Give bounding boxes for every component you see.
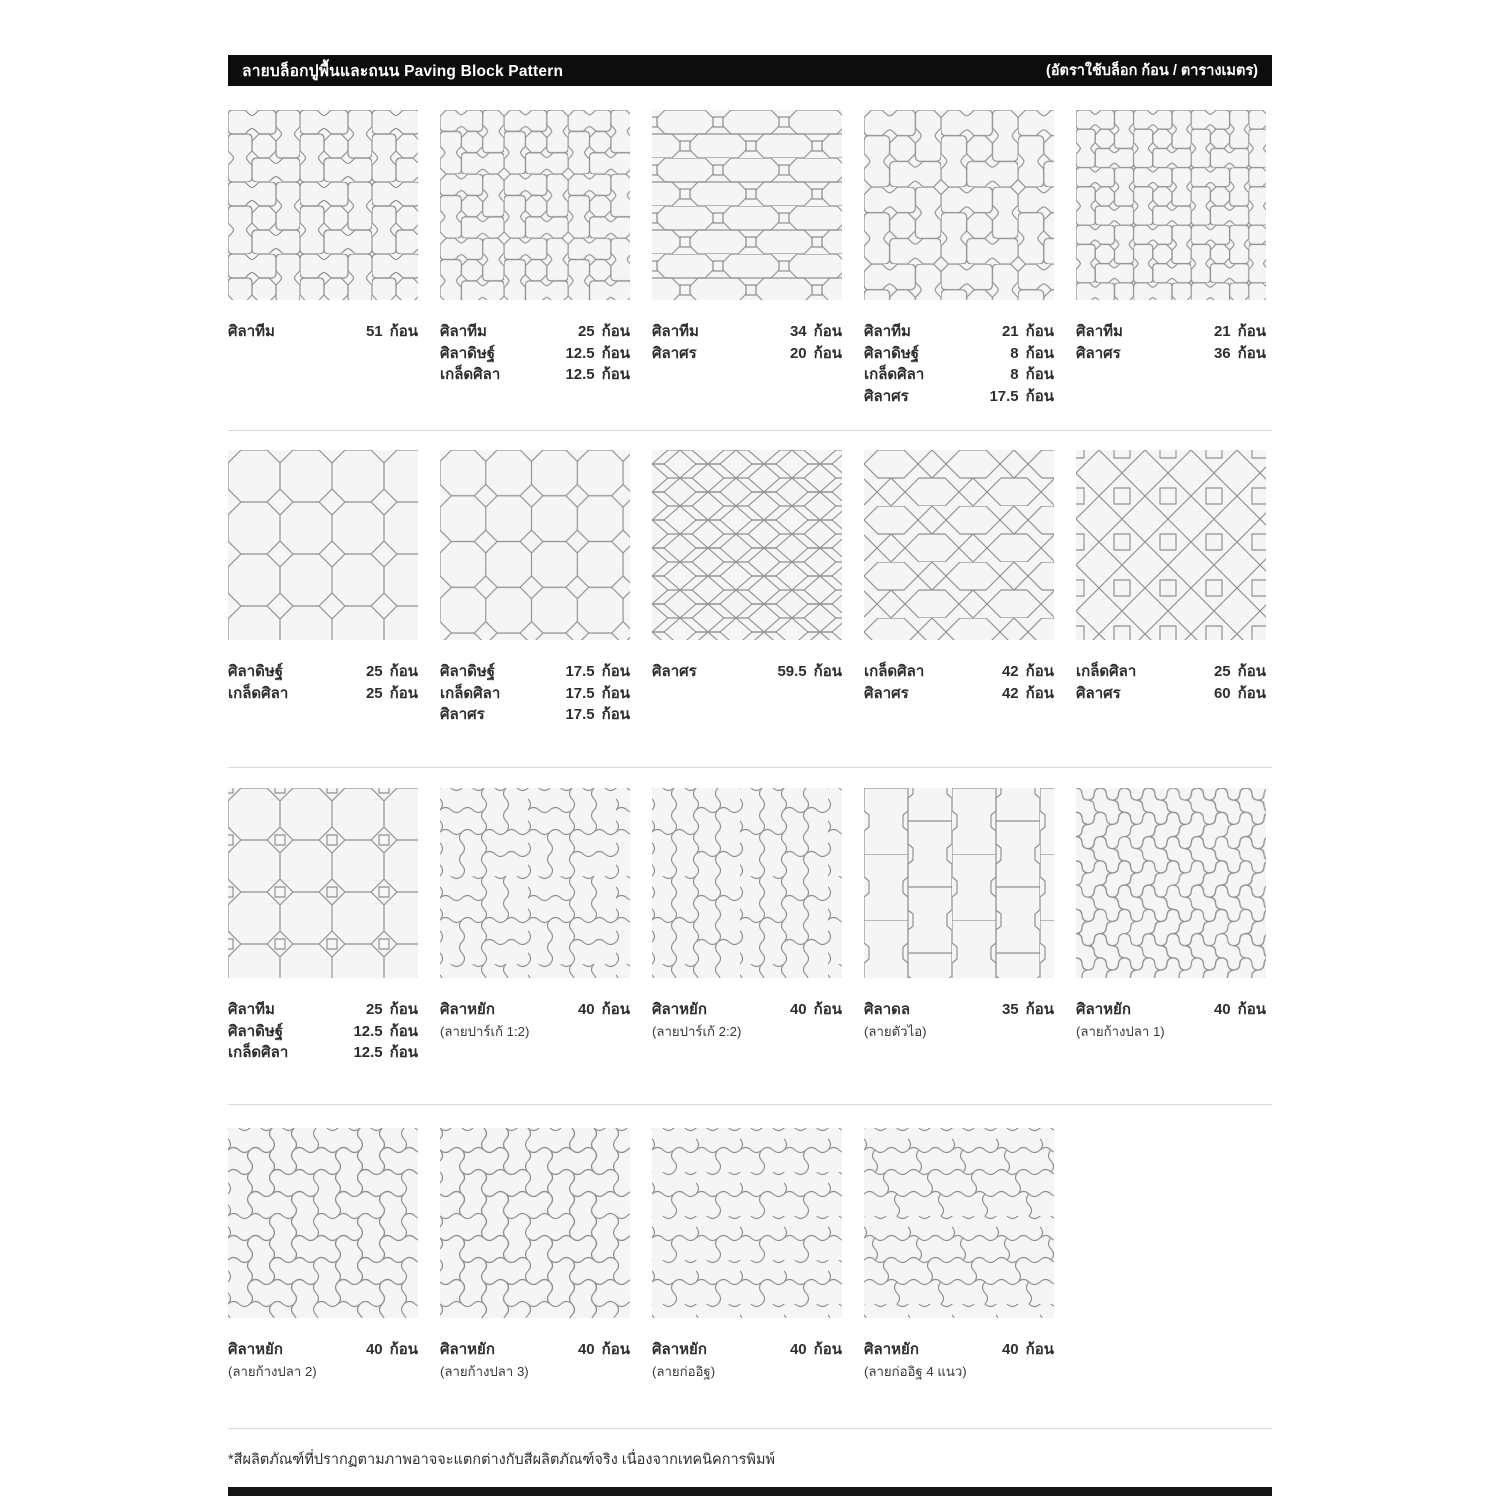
- block-name: ศิลาหยัก: [1076, 1001, 1131, 1018]
- quantity-unit: ก้อน: [389, 323, 418, 340]
- pattern-swatch: [652, 110, 842, 300]
- quantity-unit: ก้อน: [389, 1022, 418, 1040]
- quantity-unit: ก้อน: [1025, 323, 1054, 340]
- pattern-swatch: [440, 1128, 630, 1318]
- pattern-swatch: [652, 788, 842, 978]
- pattern-labels: [1076, 321, 1266, 364]
- quantity-value: 25: [365, 663, 383, 680]
- block-name: ศิลาศร: [440, 706, 485, 723]
- quantity-unit: ก้อน: [813, 344, 842, 362]
- block-name-group: [864, 999, 927, 1041]
- block-name-group: [864, 364, 924, 386]
- pattern-card: [652, 110, 842, 407]
- block-name-group: [652, 343, 697, 365]
- block-entry: [440, 364, 630, 386]
- block-name: ศิลาหยัก: [652, 1001, 707, 1018]
- block-name-group: [228, 321, 275, 343]
- block-quantity: [578, 999, 630, 1021]
- block-entry: [864, 683, 1054, 705]
- block-pattern-subname: (ลายก้างปลา 2): [228, 1363, 317, 1379]
- block-entry: [864, 661, 1054, 683]
- block-quantity: [366, 683, 418, 705]
- block-entry: [1076, 321, 1266, 343]
- block-quantity: [578, 321, 630, 343]
- pattern-card: [864, 788, 1054, 1064]
- quantity-unit: ก้อน: [813, 663, 842, 680]
- block-name-group: [440, 999, 529, 1041]
- quantity-unit: ก้อน: [1237, 323, 1266, 340]
- pattern-card: [864, 450, 1054, 726]
- pattern-swatch: [440, 110, 630, 300]
- bottom-bar: [228, 1487, 1272, 1496]
- quantity-value: 17.5: [565, 684, 595, 702]
- quantity-unit: ก้อน: [1025, 344, 1054, 362]
- block-entry: [228, 1021, 418, 1043]
- block-quantity: [565, 343, 630, 365]
- block-name: ศิลาหยัก: [440, 1341, 495, 1358]
- block-quantity: [366, 661, 418, 683]
- block-name-group: [440, 343, 495, 365]
- quantity-value: 17.5: [565, 706, 595, 723]
- block-quantity: [1002, 999, 1054, 1021]
- pattern-card: [228, 450, 418, 726]
- block-name: ศิลาศร: [864, 387, 909, 405]
- pattern-swatch: [440, 450, 630, 640]
- block-quantity: [1214, 321, 1266, 343]
- quantity-value: 40: [577, 1341, 595, 1358]
- quantity-unit: ก้อน: [1025, 387, 1054, 405]
- block-quantity: [565, 704, 630, 726]
- pattern-labels: [864, 1339, 1054, 1381]
- pattern-labels: [228, 321, 418, 343]
- pattern-swatch: [864, 788, 1054, 978]
- block-name: ศิลาดิษฐ์: [864, 344, 920, 362]
- pattern-labels: [1076, 999, 1266, 1041]
- block-name-group: [864, 683, 909, 705]
- pattern-labels: [228, 1339, 418, 1381]
- quantity-unit: ก้อน: [1237, 663, 1266, 680]
- quantity-unit: ก้อน: [813, 1001, 842, 1018]
- block-name: ศิลาทีม: [1076, 323, 1123, 340]
- row-divider: [228, 1104, 1272, 1105]
- block-name: ศิลาหยัก: [440, 1001, 495, 1018]
- block-quantity: [777, 661, 842, 683]
- pattern-labels: [1076, 661, 1266, 704]
- block-entry: [228, 321, 418, 343]
- quantity-value: 12.5: [353, 1022, 383, 1040]
- pattern-labels: [864, 661, 1054, 704]
- pattern-swatch: [228, 110, 418, 300]
- pattern-labels: [652, 321, 842, 364]
- pattern-labels: [864, 999, 1054, 1041]
- quantity-value: 20: [789, 344, 807, 362]
- block-entry: [652, 343, 842, 365]
- block-entry: [228, 999, 418, 1021]
- quantity-value: 51: [365, 323, 383, 340]
- block-entry: [864, 386, 1054, 408]
- block-entry: [440, 1339, 630, 1381]
- row-divider: [228, 430, 1272, 431]
- block-name: ศิลาศร: [864, 684, 909, 702]
- quantity-value: 25: [577, 323, 595, 340]
- block-name-group: [652, 1339, 715, 1381]
- block-name: ศิลาดล: [864, 1001, 911, 1018]
- block-name-group: [440, 661, 495, 683]
- pattern-labels: [440, 321, 630, 386]
- pattern-labels: [228, 661, 418, 704]
- block-entry: [864, 364, 1054, 386]
- block-entry: [228, 661, 418, 683]
- row-divider: [228, 1428, 1272, 1429]
- block-name: เกล็ดศิลา: [440, 366, 501, 383]
- quantity-value: 40: [365, 1341, 383, 1358]
- block-quantity: [366, 321, 418, 343]
- block-pattern-subname: (ลายก้างปลา 1): [1076, 1023, 1165, 1039]
- pattern-labels: [652, 999, 842, 1041]
- pattern-labels: [440, 999, 630, 1041]
- block-name-group: [652, 321, 699, 343]
- pattern-row: [228, 1128, 1272, 1381]
- block-name: เกล็ดศิลา: [864, 366, 925, 383]
- quantity-value: 12.5: [353, 1044, 383, 1061]
- pattern-row: [228, 788, 1272, 1064]
- pattern-card: [440, 450, 630, 726]
- block-entry: [1076, 343, 1266, 365]
- block-pattern-subname: (ลายก่ออิฐ 4 แนว): [864, 1363, 967, 1379]
- quantity-value: 40: [1001, 1341, 1019, 1358]
- block-quantity: [1010, 364, 1054, 386]
- block-name: ศิลาทีม: [228, 323, 275, 340]
- pattern-swatch: [652, 450, 842, 640]
- pattern-swatch: [1076, 110, 1266, 300]
- quantity-value: 21: [1213, 323, 1231, 340]
- block-entry: [652, 1339, 842, 1381]
- pattern-card: [864, 110, 1054, 407]
- block-name-group: [864, 661, 924, 683]
- block-entry: [228, 1042, 418, 1064]
- pattern-card: [652, 788, 842, 1064]
- block-entry: [864, 321, 1054, 343]
- block-name-group: [440, 683, 500, 705]
- quantity-value: 21: [1001, 323, 1019, 340]
- block-name-group: [440, 704, 485, 726]
- quantity-unit: ก้อน: [389, 684, 418, 702]
- pattern-swatch: [1076, 788, 1266, 978]
- quantity-unit: ก้อน: [1237, 344, 1266, 362]
- pattern-swatch: [228, 788, 418, 978]
- block-quantity: [790, 321, 842, 343]
- pattern-row: [228, 110, 1272, 407]
- block-name-group: [1076, 683, 1121, 705]
- pattern-card: [440, 788, 630, 1064]
- pattern-card: [1076, 110, 1266, 407]
- block-entry: [440, 999, 630, 1041]
- block-name: ศิลาดิษฐ์: [440, 663, 496, 680]
- block-entry: [440, 343, 630, 365]
- block-name: ศิลาดิษฐ์: [228, 1022, 284, 1040]
- quantity-value: 36: [1213, 344, 1231, 362]
- block-entry: [864, 1339, 1054, 1381]
- block-pattern-subname: (ลายปาร์เก้ 2:2): [652, 1023, 742, 1039]
- quantity-unit: ก้อน: [389, 1044, 418, 1061]
- quantity-value: 34: [789, 323, 807, 340]
- pattern-card: [652, 450, 842, 726]
- block-entry: [864, 999, 1054, 1041]
- block-pattern-subname: (ลายปาร์เก้ 1:2): [440, 1023, 530, 1039]
- quantity-value: 8: [1010, 366, 1019, 383]
- block-name-group: [228, 999, 275, 1021]
- block-entry: [228, 1339, 418, 1381]
- pattern-card: [440, 1128, 630, 1381]
- pattern-swatch: [864, 450, 1054, 640]
- quantity-value: 40: [1213, 1001, 1231, 1018]
- page-title: ลายบล็อกปูพื้นและถนน Paving Block Pattern: [242, 63, 564, 80]
- block-quantity: [790, 1339, 842, 1361]
- pattern-card: [228, 110, 418, 407]
- block-entry: [864, 343, 1054, 365]
- block-name-group: [864, 343, 919, 365]
- quantity-value: 25: [365, 1001, 383, 1018]
- block-name-group: [228, 1042, 288, 1064]
- quantity-value: 17.5: [989, 387, 1019, 405]
- block-quantity: [1214, 683, 1266, 705]
- block-name: ศิลาทีม: [652, 323, 699, 340]
- block-entry: [440, 321, 630, 343]
- pattern-card: [1076, 450, 1266, 726]
- block-quantity: [353, 1021, 418, 1043]
- block-quantity: [366, 1339, 418, 1361]
- block-name-group: [652, 661, 697, 683]
- pattern-card: [440, 110, 630, 407]
- quantity-unit: ก้อน: [601, 323, 630, 340]
- block-pattern-subname: (ลายตัวไอ): [864, 1023, 927, 1039]
- quantity-unit: ก้อน: [1237, 684, 1266, 702]
- block-name: ศิลาหยัก: [652, 1341, 707, 1358]
- quantity-value: 42: [1001, 663, 1019, 680]
- pattern-swatch: [228, 450, 418, 640]
- block-name: ศิลาทีม: [440, 323, 487, 340]
- quantity-unit: ก้อน: [601, 706, 630, 723]
- pattern-labels: [228, 999, 418, 1064]
- usage-rate-note: (อัตราใช้บล็อก ก้อน / ตารางเมตร): [1045, 63, 1258, 79]
- block-pattern-subname: (ลายก่ออิฐ): [652, 1363, 716, 1379]
- block-quantity: [1002, 683, 1054, 705]
- block-entry: [440, 683, 630, 705]
- block-name-group: [440, 321, 487, 343]
- block-quantity: [1010, 343, 1054, 365]
- block-name-group: [864, 1339, 967, 1381]
- quantity-value: 8: [1010, 344, 1019, 362]
- block-quantity: [1214, 999, 1266, 1021]
- block-name-group: [1076, 321, 1123, 343]
- block-name-group: [228, 661, 283, 683]
- block-name-group: [440, 364, 500, 386]
- quantity-unit: ก้อน: [601, 1001, 630, 1018]
- block-name-group: [228, 1021, 283, 1043]
- pattern-labels: [652, 1339, 842, 1381]
- quantity-value: 35: [1001, 1001, 1019, 1018]
- quantity-value: 40: [789, 1001, 807, 1018]
- block-entry: [1076, 661, 1266, 683]
- pattern-swatch: [228, 1128, 418, 1318]
- block-quantity: [1002, 321, 1054, 343]
- block-name: ศิลาหยัก: [864, 1341, 919, 1358]
- block-quantity: [1002, 1339, 1054, 1361]
- quantity-unit: ก้อน: [1025, 684, 1054, 702]
- quantity-value: 17.5: [565, 663, 595, 680]
- block-name-group: [228, 683, 288, 705]
- quantity-unit: ก้อน: [601, 684, 630, 702]
- block-quantity: [1214, 343, 1266, 365]
- block-quantity: [353, 1042, 418, 1064]
- pattern-labels: [652, 661, 842, 683]
- block-name-group: [1076, 661, 1136, 683]
- block-pattern-subname: (ลายก้างปลา 3): [440, 1363, 529, 1379]
- block-name: ศิลาศร: [652, 344, 697, 362]
- pattern-row: [228, 450, 1272, 726]
- block-entry: [652, 661, 842, 683]
- block-entry: [440, 704, 630, 726]
- quantity-value: 25: [365, 684, 383, 702]
- block-name-group: [1076, 343, 1121, 365]
- block-name-group: [864, 321, 911, 343]
- block-name: ศิลาทีม: [228, 1001, 275, 1018]
- pattern-card: [228, 788, 418, 1064]
- quantity-value: 25: [1213, 663, 1231, 680]
- block-name: เกล็ดศิลา: [228, 1044, 289, 1061]
- block-quantity: [565, 364, 630, 386]
- quantity-unit: ก้อน: [389, 663, 418, 680]
- quantity-unit: ก้อน: [389, 1341, 418, 1358]
- quantity-unit: ก้อน: [389, 1001, 418, 1018]
- block-entry: [652, 321, 842, 343]
- quantity-unit: ก้อน: [813, 323, 842, 340]
- pattern-swatch: [652, 1128, 842, 1318]
- block-name: ศิลาศร: [1076, 684, 1121, 702]
- pattern-swatch: [864, 1128, 1054, 1318]
- pattern-labels: [864, 321, 1054, 407]
- quantity-value: 40: [789, 1341, 807, 1358]
- quantity-unit: ก้อน: [1025, 366, 1054, 383]
- block-name: เกล็ดศิลา: [440, 684, 501, 702]
- pattern-card: [864, 1128, 1054, 1381]
- block-entry: [440, 661, 630, 683]
- block-name-group: [652, 999, 741, 1041]
- block-entry: [652, 999, 842, 1041]
- block-quantity: [1002, 661, 1054, 683]
- quantity-value: 12.5: [565, 366, 595, 383]
- block-quantity: [790, 343, 842, 365]
- block-name: ศิลาหยัก: [228, 1341, 283, 1358]
- pattern-card: [1076, 788, 1266, 1064]
- pattern-swatch: [1076, 450, 1266, 640]
- quantity-unit: ก้อน: [601, 1341, 630, 1358]
- block-name: ศิลาดิษฐ์: [228, 663, 284, 680]
- row-divider: [228, 767, 1272, 768]
- block-name: ศิลาทีม: [864, 323, 911, 340]
- header-bar: [228, 55, 1272, 86]
- block-entry: [1076, 683, 1266, 705]
- pattern-swatch: [864, 110, 1054, 300]
- block-name-group: [864, 386, 909, 408]
- pattern-labels: [440, 1339, 630, 1381]
- quantity-unit: ก้อน: [601, 366, 630, 383]
- block-name: เกล็ดศิลา: [1076, 663, 1137, 680]
- pattern-card: [228, 1128, 418, 1381]
- block-quantity: [989, 386, 1054, 408]
- quantity-value: 12.5: [565, 344, 595, 362]
- block-quantity: [790, 999, 842, 1021]
- block-name: เกล็ดศิลา: [864, 663, 925, 680]
- block-name-group: [228, 1339, 317, 1381]
- block-name-group: [440, 1339, 529, 1381]
- block-quantity: [1214, 661, 1266, 683]
- quantity-value: 60: [1213, 684, 1231, 702]
- quantity-unit: ก้อน: [1025, 1341, 1054, 1358]
- quantity-unit: ก้อน: [813, 1341, 842, 1358]
- block-name: ศิลาศร: [652, 663, 697, 680]
- block-entry: [1076, 999, 1266, 1041]
- pattern-labels: [440, 661, 630, 726]
- block-entry: [228, 683, 418, 705]
- quantity-unit: ก้อน: [1237, 1001, 1266, 1018]
- block-name: ศิลาศร: [1076, 344, 1121, 362]
- block-quantity: [565, 661, 630, 683]
- quantity-unit: ก้อน: [1025, 663, 1054, 680]
- quantity-value: 42: [1001, 684, 1019, 702]
- quantity-value: 40: [577, 1001, 595, 1018]
- block-quantity: [565, 683, 630, 705]
- quantity-unit: ก้อน: [601, 344, 630, 362]
- block-name: ศิลาดิษฐ์: [440, 344, 496, 362]
- pattern-card: [652, 1128, 842, 1381]
- quantity-unit: ก้อน: [601, 663, 630, 680]
- quantity-unit: ก้อน: [1025, 1001, 1054, 1018]
- pattern-swatch: [440, 788, 630, 978]
- block-quantity: [578, 1339, 630, 1361]
- block-name-group: [1076, 999, 1165, 1041]
- color-disclaimer-note: *สีผลิตภัณฑ์ที่ปรากฏตามภาพอาจจะแตกต่างกับสีผลิตภัณฑ์จริง เนื่องจากเทคนิคการพิมพ์: [228, 1452, 776, 1468]
- block-quantity: [366, 999, 418, 1021]
- quantity-value: 59.5: [777, 663, 807, 680]
- block-name: เกล็ดศิลา: [228, 684, 289, 702]
